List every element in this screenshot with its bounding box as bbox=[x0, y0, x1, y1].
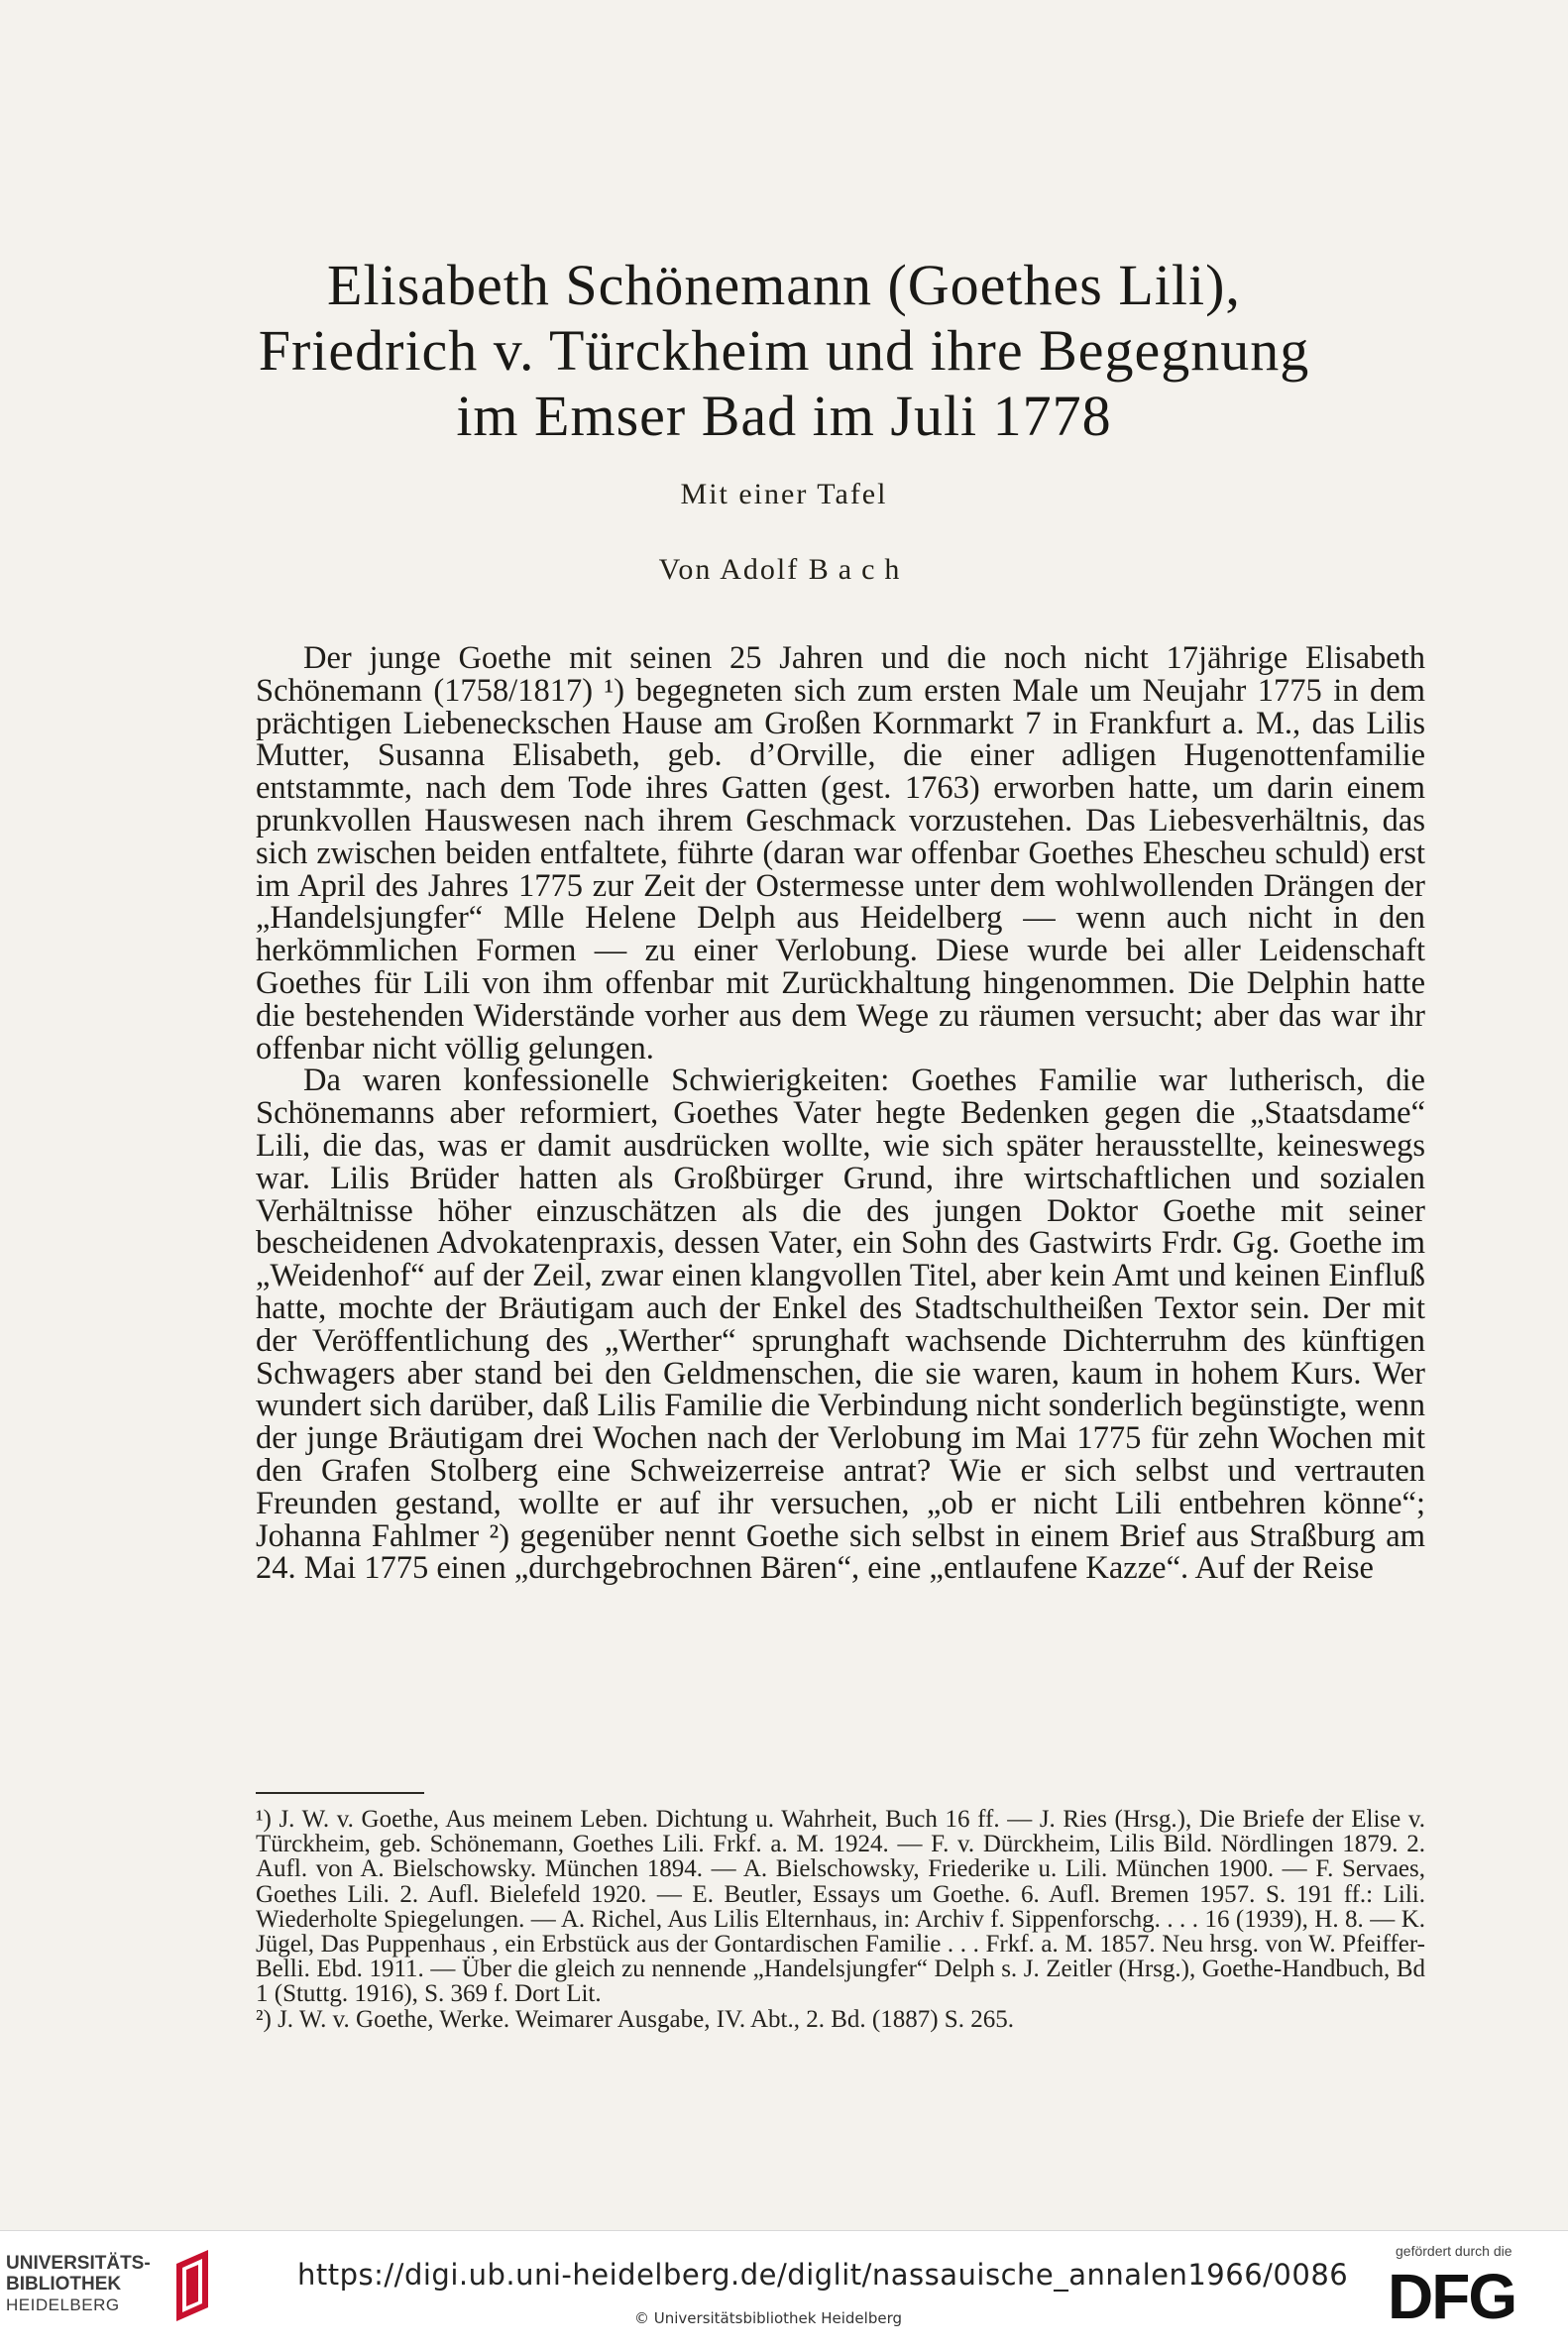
dfg-logo: DFG bbox=[1388, 2261, 1516, 2332]
title-line-3: im Emser Bad im Juli 1778 bbox=[456, 384, 1112, 448]
footnotes bbox=[256, 1807, 1425, 2032]
footnote-divider bbox=[256, 1792, 424, 1794]
author-name: Bach bbox=[808, 553, 910, 586]
footnote-1: ¹) J. W. v. Goethe, Aus meinem Leben. Dichtung u. Wahrheit, Buch 16 ff. — J. Ries (Hrsg.), Die Briefe der Elise v. Türckheim, geb. Schönemann, Goethes Lili. Frkf. a. M. 1924. — F. v. Dürckheim, Lilis Bild. Nördlingen 1879. 2. Aufl. von A. Bielschowsky. München 1894. — A. Bielschowsky, Friederike u. Lili. München 1900. — F. Servaes, Goethes Lili. 2. Aufl. Bielefeld 1920. — E. Beutler, Essays um Goethe. 6. Aufl. Bremen 1957. S. 191 ff.: Lili. Wiederholte Spiegelungen. — A. Richel, Aus Lilis Elternhaus, in: Archiv f. Sippenforschg. . . . 16 (1939), H. 8. — K. Jügel, Das Puppenhaus , ein Erbstück aus der Gontardischen Familie . . . Frkf. a. M. 1857. Neu hrsg. von W. Pfeiffer-Belli. Ebd. 1911. — Über die gleich zu nennende „Handelsjungfer“ Delph s. J. Zeitler (Hrsg.), Goethe-Handbuch, Bd 1 (Stuttg. 1916), S. 369 f. Dort Lit. bbox=[256, 1806, 1425, 2008]
article-title bbox=[0, 253, 1568, 449]
library-logo-text bbox=[6, 2253, 151, 2315]
footnote-2: ²) J. W. v. Goethe, Werke. Weimarer Ausgabe, IV. Abt., 2. Bd. (1887) S. 265. bbox=[256, 2005, 1014, 2033]
library-name-line-3: HEIDELBERG bbox=[6, 2295, 120, 2314]
library-emblem-icon bbox=[159, 2246, 228, 2325]
permalink-url[interactable]: https://digi.ub.uni-heidelberg.de/diglit/nassauische_annalen1966/0086 bbox=[297, 2258, 1349, 2292]
paragraph-1: Der junge Goethe mit seinen 25 Jahren und die noch nicht 17jährige Elisabeth Schönemann (1758/1817) ¹) begegneten sich zum ersten Male um Neujahr 1775 in dem prächtigen Liebeneckschen Hause am Großen Kornmarkt 7 in Frankfurt a. M., das Lilis Mutter, Susanna Elisabeth, geb. d’Orville, die einer adligen Hugenottenfamilie entstammte, nach dem Tode ihres Gatten (gest. 1763) erworben hatte, um darin einem prunkvollen Hauswesen nach ihrem Geschmack vorzustehen. Das Liebesverhältnis, das sich zwischen beiden entfaltete, führte (daran war offenbar Goethes Ehescheu schuld) erst im April des Jahres 1775 zur Zeit der Ostermesse unter dem wohlwollenden Drängen der „Handelsjungfer“ Mlle Helene Delph aus Heidelberg — wenn auch nicht in den herkömmlichen Formen — zu einer Verlobung. Diese wurde bei aller Leidenschaft Goethes für Lili von ihm offenbar mit Zurückhaltung hingenommen. Die Delphin hatte die bestehenden Widerstände vorher aus dem Wege zu räumen versucht; aber das war ihr offenbar nicht völlig gelungen. bbox=[256, 640, 1425, 1066]
sponsor-label: gefördert durch die bbox=[1396, 2243, 1512, 2259]
library-name-line-1: UNIVERSITÄTS- bbox=[6, 2253, 151, 2274]
library-name-line-2: BIBLIOTHEK bbox=[6, 2274, 122, 2295]
body-text bbox=[256, 642, 1425, 1585]
title-line-1: Elisabeth Schönemann (Goethes Lili), bbox=[327, 253, 1241, 317]
subtitle: Mit einer Tafel bbox=[680, 478, 888, 510]
paragraph-2: Da waren konfessionelle Schwierigkeiten: Goethes Familie war lutherisch, die Schönemanns aber reformiert, Goethes Vater hegte Bedenken gegen die „Staatsdame“ Lili, die das, was er damit ausdrücken wollte, wie sich später herausstellte, keineswegs war. Lilis Brüder hatten als Großbürger Grund, ihre wirtschaftlichen und sozialen Verhältnisse höher einzuschätzen als die des jungen Doktor Goethe mit seiner bescheidenen Advokatenpraxis, dessen Vater, ein Sohn des Gastwirts Frdr. Gg. Goethe im „Weidenhof“ auf der Zeil, zwar einen klangvollen Titel, aber kein Amt und keinen Einfluß hatte, mochte der Bräutigam auch der Enkel des Stadtschultheißen Textor sein. Der mit der Veröffentlichung des „Werther“ sprunghaft wachsende Dichterruhm des künftigen Schwagers aber stand bei den Geldmenschen, die sie waren, kaum in hohem Kurs. Wer wundert sich darüber, daß Lilis Familie die Verbindung nicht sonderlich begünstigte, wenn der junge Bräutigam drei Wochen nach der Verlobung im Mai 1775 für zehn Wochen mit den Grafen Stolberg eine Schweizerreise antrat? Wie er sich selbst und vertrauten Freunden gestand, wollte er auf ihr versuchen, „ob er nicht Lili entbehren könne“; Johanna Fahlmer ²) gegenüber nennt Goethe sich selbst in einem Brief aus Straßburg am 24. Mai 1775 einen „durchgebrochnen Bären“, eine „entlaufene Kazze“. Auf der Reise bbox=[256, 1063, 1425, 1587]
copyright-notice: © Universitätsbibliothek Heidelberg bbox=[634, 2309, 903, 2327]
title-line-2: Friedrich v. Türckheim und ihre Begegnung bbox=[258, 318, 1310, 383]
author-prefix: Von Adolf bbox=[658, 553, 800, 586]
author-line bbox=[0, 553, 1568, 587]
